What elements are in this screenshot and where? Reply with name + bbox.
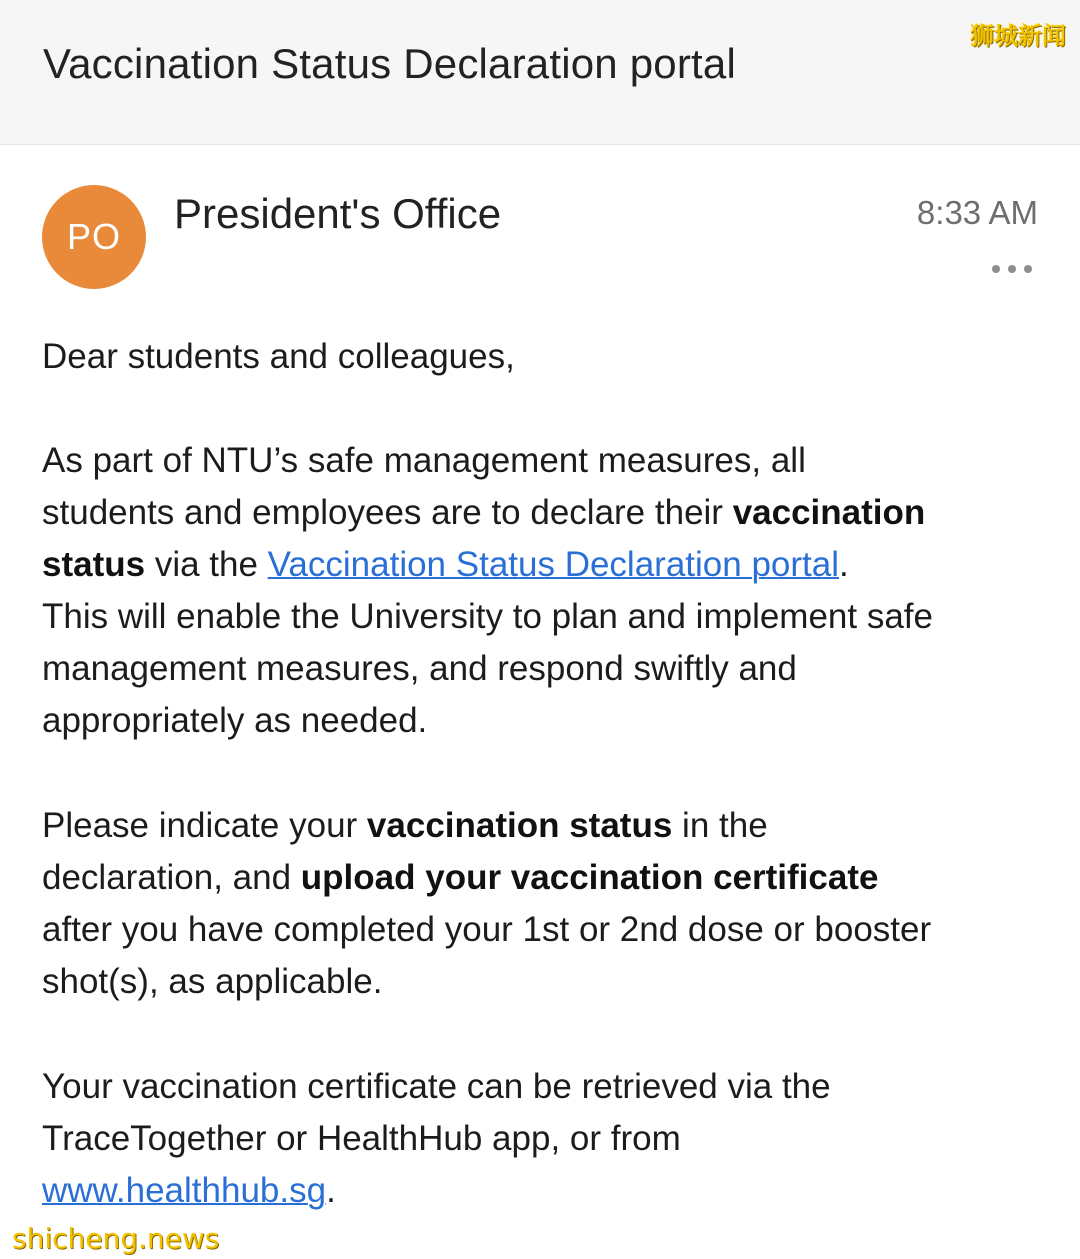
text-span: in the: [672, 806, 768, 845]
dot: [1024, 265, 1032, 273]
text-line: appropriately as needed.: [42, 701, 428, 740]
text-span: .: [839, 545, 849, 584]
bold-text: vaccination: [732, 493, 926, 532]
paragraph-certificate: [42, 1061, 1052, 1217]
sender-avatar[interactable]: [42, 185, 146, 289]
text-span: students and employees are to declare their: [42, 493, 733, 532]
dot: [1008, 265, 1016, 273]
text-line: This will enable the University to plan and implement safe: [42, 597, 933, 636]
text-span: declaration, and: [42, 858, 301, 897]
more-options-icon[interactable]: [992, 262, 1032, 276]
text-line: As part of NTU’s safe management measures, all: [42, 441, 806, 480]
sender-name[interactable]: President's Office: [174, 190, 502, 237]
bold-text: status: [42, 545, 146, 584]
paragraph-declare: [42, 435, 1052, 747]
dot: [992, 265, 1000, 273]
text-line: Your vaccination certificate can be retrieved via the: [42, 1067, 831, 1106]
text-span: Please indicate your: [42, 806, 367, 845]
text-line: [42, 800, 1052, 852]
subject-bar: [0, 0, 1080, 145]
watermark-site: shicheng.news: [12, 1222, 220, 1255]
text-line: [42, 1165, 1052, 1217]
healthhub-link[interactable]: www.healthhub.sg: [42, 1171, 327, 1210]
declaration-portal-link[interactable]: Vaccination Status Declaration portal: [267, 545, 840, 584]
email-time: 8:33 AM: [916, 194, 1038, 231]
sender-initials: PO: [66, 216, 121, 257]
text-span: via the: [145, 545, 268, 584]
text-line: after you have completed your 1st or 2nd dose or booster: [42, 910, 932, 949]
watermark-chinese: 狮城新闻: [970, 23, 1066, 50]
text-line: management measures, and respond swiftly and: [42, 649, 797, 688]
email-subject: Vaccination Status Declaration portal: [43, 40, 736, 87]
paragraph-upload: [42, 800, 1052, 1008]
text-line: TraceTogether or HealthHub app, or from: [42, 1119, 681, 1158]
bold-text: upload your vaccination certificate: [300, 858, 879, 897]
greeting: Dear students and colleagues,: [42, 337, 515, 376]
text-line: [42, 487, 1052, 539]
text-line: [42, 852, 1052, 904]
text-span: .: [326, 1171, 336, 1210]
text-line: [42, 539, 1052, 591]
bold-text: vaccination status: [366, 806, 673, 845]
text-line: shot(s), as applicable.: [42, 962, 383, 1001]
